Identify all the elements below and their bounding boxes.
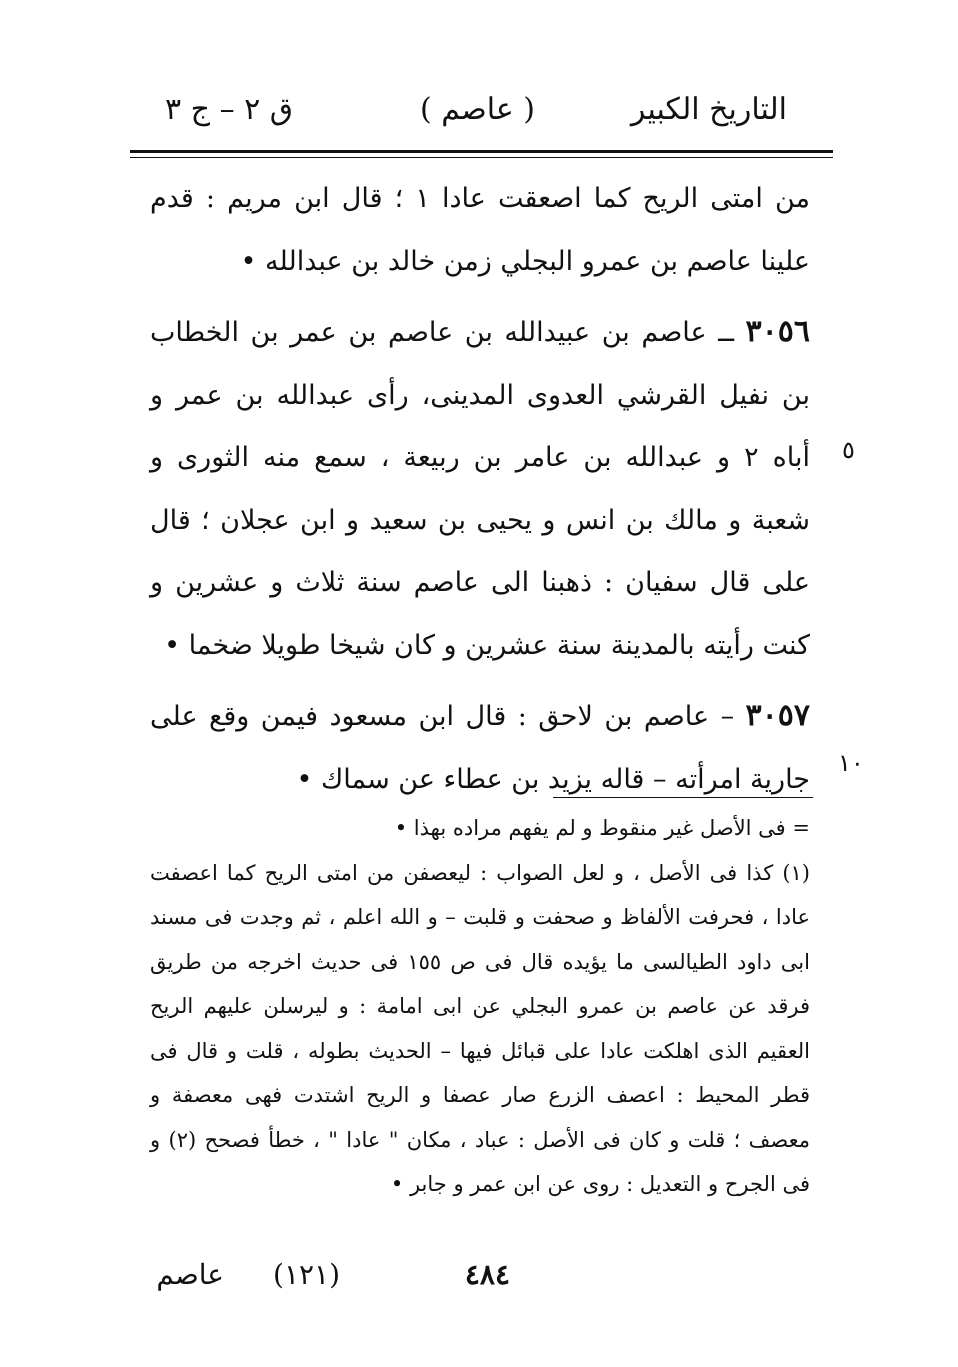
page-header xyxy=(155,92,835,142)
entry-number: ٣٠٥٦ xyxy=(745,314,810,349)
entry-text: ــ عاصم بن عبيدالله بن عاصم بن عمر بن الخطاب بن نفيل القرشي العدوى المدينى، رأى عبدالله بن عمر و أباه ٢ و عبدالله بن عامر بن ربيعة ، سمع منه الثورى و شعبة و مالك بن انس و يحيى بن سعيد و ابن عجلان ؛ قال على قال سفيان : ذهبنا الى عاصم سنة ثلاث و عشرين و كنت رأيته بالمدينة سنة عشرين و كان شيخا طويلا ضخما • xyxy=(150,317,810,661)
running-subject: ( عاصم ) xyxy=(420,92,535,127)
line-number-5: ٥ xyxy=(842,436,855,464)
header-rule-thick xyxy=(130,150,833,153)
catchword: عاصم xyxy=(156,1258,224,1291)
entry-text: – عاصم بن لاحق : قال ابن مسعود فيمن وقع على جارية امرأته – قاله يزيد بن عطاء عن سماك • xyxy=(150,701,810,795)
footnote-1: (١) كذا فى الأصل ، و لعل الصواب : ليعصفن من امتى الريح كما اعصفت عادا ، فحرفت الألفاظ و صحفت و قلبت – و الله اعلم ، ثم وجدت فى مسند ابى داود الطيالسى ما يؤيده قال فى ص ١٥٥ فى حديث اخرجه من طريق فرقد عن عاصم بن عمرو البجلي عن ابى امامة : و ليرسلن عليهم الريح العقيم الذى اهلكت عادا على قبائل فيها – الحديث بطوله ، قلت و قال فى قطر المحيط : اعصف الزرع صار عصفا و الريح اشتدت فهى معصفة و معصف ؛ قلت و كان فى الأصل : عباد ، مكان " عادا " ، خطأ فصحح (٢) و فى الجرح و التعديل : روى عن ابن عمر و جابر • xyxy=(150,860,810,1196)
volume-indicator: ق ٢ – ج ٣ xyxy=(165,92,294,127)
entry-3056 xyxy=(150,301,810,677)
page-footer xyxy=(150,1258,810,1302)
signature-mark: (١٢١) xyxy=(273,1258,340,1291)
entry-number: ٣٠٥٧ xyxy=(745,698,810,733)
page-number: ٤٨٤ xyxy=(464,1258,510,1291)
footnote-continued: = فى الأصل غير منقوط و لم يفهم مراده بهذا • xyxy=(394,816,810,840)
running-title: التاريخ الكبير xyxy=(630,92,787,127)
continuation-paragraph: من امتى الريح كما اصعقت عادا ١ ؛ قال ابن مريم : قدم علينا عاصم بن عمرو البجلي زمن خالد بن عبدالله • xyxy=(150,183,810,277)
entry-3057 xyxy=(150,685,810,811)
header-rule-thin xyxy=(130,157,833,158)
footnotes xyxy=(150,806,810,1207)
main-text xyxy=(150,168,810,811)
line-number-10: ١٠ xyxy=(838,749,864,777)
footnote-separator xyxy=(553,797,813,798)
